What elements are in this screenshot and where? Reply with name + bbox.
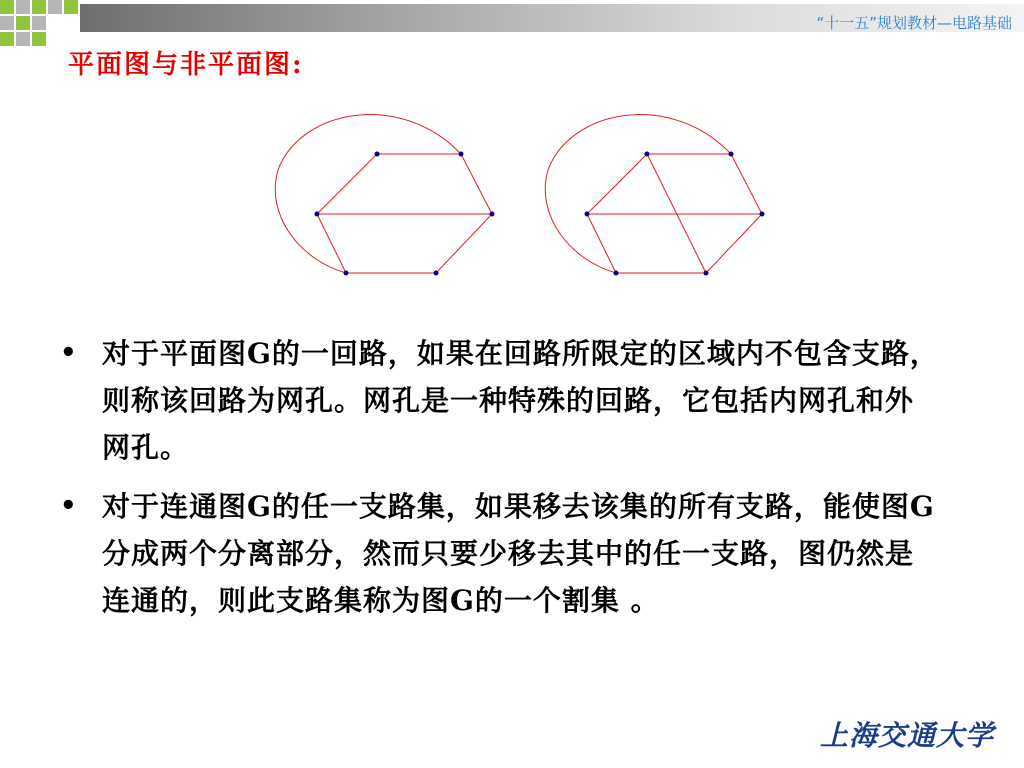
bullet-item	[54, 330, 954, 471]
corner-squares-decoration	[0, 0, 80, 48]
bullet-marker: •	[60, 491, 78, 521]
bullet-item	[54, 483, 954, 624]
bullet-text: 对于平面图G的一回路，如果在回路所限定的区域内不包含支路，则称该回路为网孔。网孔是一种特殊的回路，它包括内网孔和外网孔。	[102, 337, 939, 464]
university-logo: 上海交通大学	[819, 719, 994, 752]
planar-graph	[275, 115, 492, 273]
nonplanar-graph	[545, 115, 762, 273]
bullet-list	[54, 330, 954, 636]
bullet-marker: •	[60, 338, 78, 368]
slide-title: 平面图与非平面图:	[68, 50, 304, 80]
graph-figure	[260, 100, 780, 290]
bullet-text: 对于连通图G的任一支路集，如果移去该集的所有支路，能使图G分成两个分离部分，然而只要少移去其中的任一支路，图仍然是连通的，则此支路集称为图G的一个割集 。	[102, 490, 935, 617]
header-caption: “十一五”规划教材—电路基础	[816, 14, 1012, 32]
header-bar	[80, 4, 1024, 32]
